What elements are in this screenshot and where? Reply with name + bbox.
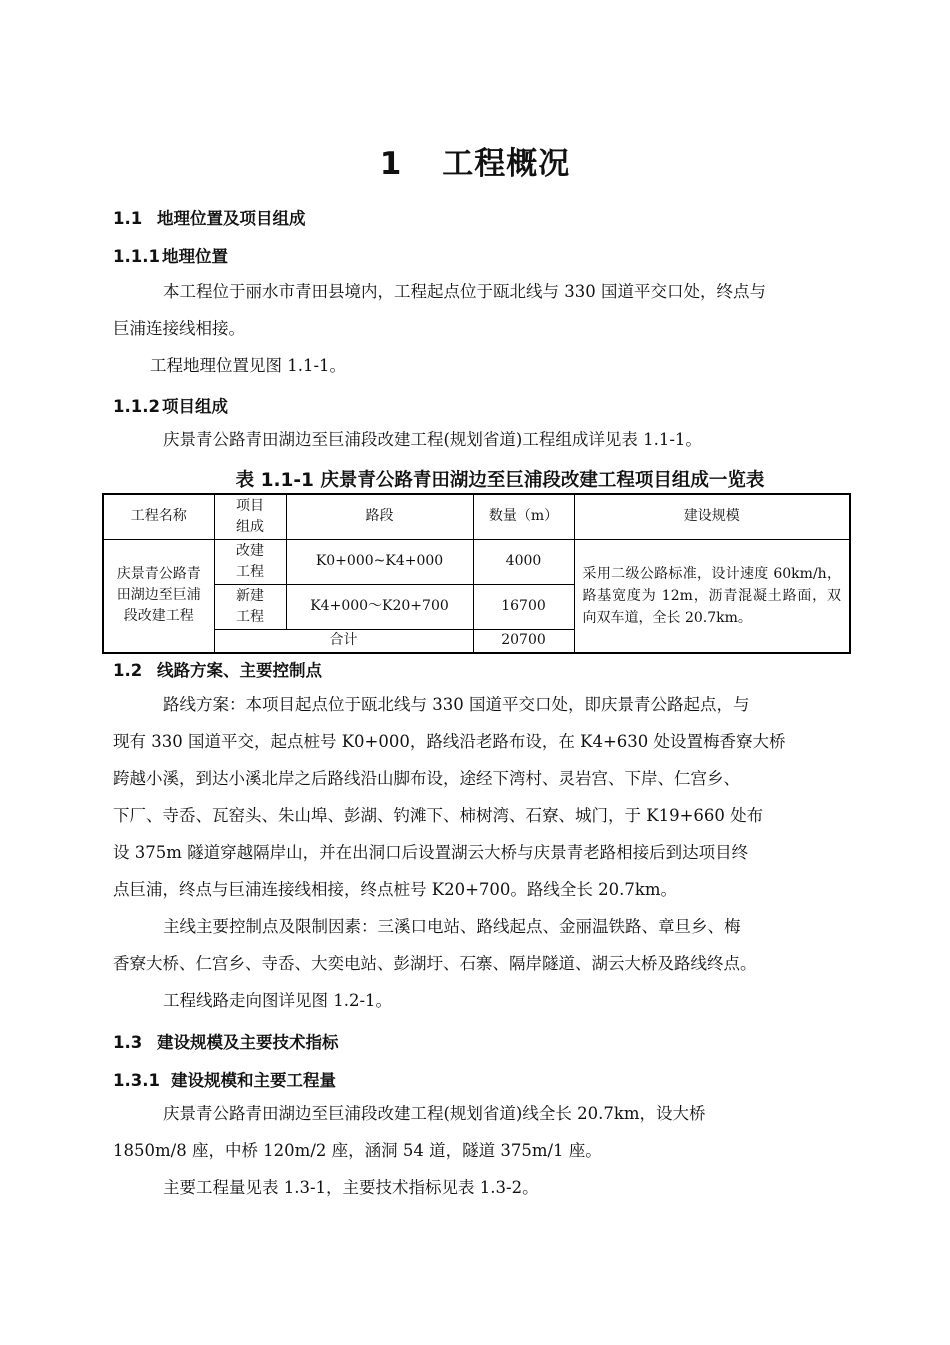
heading-1-1: 1.1 地理位置及项目组成 <box>113 209 306 228</box>
project-composition-table <box>102 493 851 654</box>
cell-total-label: 合计 <box>214 629 473 653</box>
chapter-title-text: 工程概况 <box>442 146 571 182</box>
cell-section: K0+000~K4+000 <box>286 539 473 584</box>
chapter-number: 1 <box>379 146 403 182</box>
paragraph-route-figure: 工程线路走向图详见图 1.2-1。 <box>163 991 393 1010</box>
table-row <box>103 539 850 584</box>
paragraph-composition: 庆景青公路青田湖边至巨浦段改建工程(规划省道)工程组成详见表 1.1-1。 <box>163 430 702 449</box>
paragraph-quantities: 主要工程量见表 1.3-1，主要技术指标见表 1.3-2。 <box>163 1178 539 1197</box>
cell-component: 改建工程 <box>214 539 286 584</box>
cell-section: K4+000～K20+700 <box>286 584 473 629</box>
cell-quantity: 4000 <box>473 539 574 584</box>
cell-quantity: 16700 <box>473 584 574 629</box>
table-caption: 表 1.1-1 庆景青公路青田湖边至巨浦段改建工程项目组成一览表 <box>235 470 765 491</box>
heading-1-3: 1.3 建设规模及主要技术指标 <box>113 1033 339 1052</box>
cell-scale: 采用二级公路标准，设计速度 60km/h，路基宽度为 12m，沥青混凝土路面，双向双车道，全长 20.7km。 <box>574 539 850 653</box>
cell-component: 新建工程 <box>214 584 286 629</box>
heading-1-1-1: 1.1.1 地理位置 <box>113 247 228 266</box>
heading-1-1-2: 1.1.2 项目组成 <box>113 397 228 416</box>
paragraph-location: 本工程位于丽水市青田县境内，工程起点位于瓯北线与 330 国道平交口处，终点与 巨浦连接线相接。 <box>113 282 766 338</box>
cell-total-quantity: 20700 <box>473 629 574 653</box>
heading-1-2: 1.2 线路方案、主要控制点 <box>113 661 322 680</box>
heading-1-3-1: 1.3.1 建设规模和主要工程量 <box>113 1071 336 1090</box>
cell-project-name: 庆景青公路青田湖边至巨浦段改建工程 <box>103 539 214 653</box>
header-component: 项目组成 <box>214 494 286 539</box>
table-header-row <box>103 494 850 539</box>
header-scale: 建设规模 <box>574 494 850 539</box>
header-quantity: 数量（m） <box>473 494 574 539</box>
chapter-title <box>0 138 950 183</box>
header-section: 路段 <box>286 494 473 539</box>
paragraph-scale: 庆景青公路青田湖边至巨浦段改建工程(规划省道)线全长 20.7km，设大桥 1850m/8 座，中桥 120m/2 座，涵洞 54 道，隧道 375m/1 座。 <box>113 1104 706 1160</box>
header-project-name: 工程名称 <box>103 494 214 539</box>
paragraph-control-points: 主线主要控制点及限制因素：三溪口电站、路线起点、金丽温铁路、章旦乡、梅 香寮大桥、仁宫乡、寺岙、大奕电站、彭湖圩、石寨、隔岸隧道、湖云大桥及路线终点。 <box>113 917 757 973</box>
paragraph-route-plan: 路线方案：本项目起点位于瓯北线与 330 国道平交口处，即庆景青公路起点，与 现有 330 国道平交，起点桩号 K0+000，路线沿老路布设，在 K4+630 处设置梅香寮大桥 跨越小溪，到达小溪北岸之后路线沿山脚布设，途经下湾村、灵岩宫、下岸、仁宫乡、 下厂、寺岙、瓦窑头、朱山埠、彭湖、钓滩下、柿树湾、石寮、城门，于 K19+660 处布 设 375m 隧道穿越隔岸山，并在出洞口后设置湖云大桥与庆景青老路相接后到达项目终 点巨浦，终点与巨浦连接线相接，终点桩号 K20+700。路线全长 20.7km。 <box>113 695 786 899</box>
paragraph-location-figure: 工程地理位置见图 1.1-1。 <box>150 356 347 375</box>
